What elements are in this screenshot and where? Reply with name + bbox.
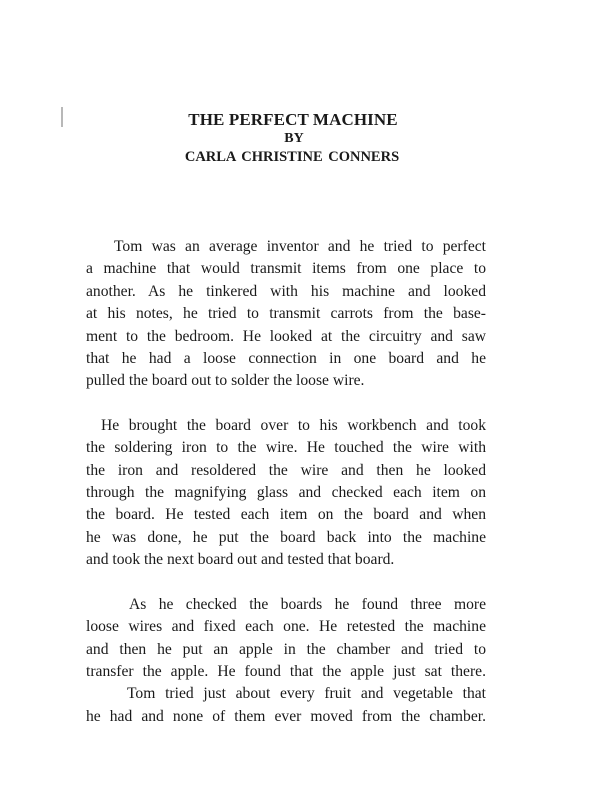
- text-line: another. As he tinkered with his machine and looked: [86, 282, 486, 300]
- paragraph-4: [86, 683, 486, 728]
- text-line: he had and none of them ever moved from the chamber.: [86, 707, 486, 725]
- author-name: CARLA CHRISTINE CONNERS: [184, 149, 400, 165]
- text-line: As he checked the boards he found three more: [129, 595, 486, 613]
- paragraph-2: [86, 415, 486, 572]
- text-line: he was done, he put the board back into the machine: [86, 528, 486, 546]
- text-line: He brought the board over to his workbench and took: [101, 416, 486, 434]
- text-line: ment to the bedroom. He looked at the circuitry and saw: [86, 327, 486, 345]
- text-line: loose wires and fixed each one. He retested the machine: [86, 618, 486, 636]
- text-line: and then he put an apple in the chamber and tried to: [86, 640, 486, 658]
- text-line: the iron and resoldered the wire and then he looked: [86, 461, 486, 479]
- text-line: a machine that would transmit items from one place to: [86, 260, 486, 278]
- story-body: [86, 236, 486, 728]
- text-line: pulled the board out to solder the loose wire.: [86, 372, 365, 390]
- text-line: the soldering iron to the wire. He touched the wire with: [86, 439, 486, 457]
- text-line: that he had a loose connection in one board and he: [86, 350, 486, 368]
- text-line: the board. He tested each item on the board and when: [86, 506, 486, 524]
- paragraph-1: [86, 236, 486, 393]
- text-line: Tom was an average inventor and he tried to perfect: [114, 238, 486, 255]
- document-title: THE PERFECT MACHINE: [188, 110, 398, 129]
- paragraph-3: [86, 594, 486, 684]
- text-line: at his notes, he tried to transmit carrots from the base-: [86, 305, 486, 323]
- text-line: Tom tried just about every fruit and vegetable that: [127, 685, 486, 703]
- document-header: [0, 110, 600, 167]
- text-line: and took the next board out and tested that board.: [86, 551, 395, 569]
- text-line: through the magnifying glass and checked each item on: [86, 484, 486, 502]
- text-line: transfer the apple. He found that the apple just sat there.: [86, 662, 486, 680]
- byline: BY: [284, 131, 304, 146]
